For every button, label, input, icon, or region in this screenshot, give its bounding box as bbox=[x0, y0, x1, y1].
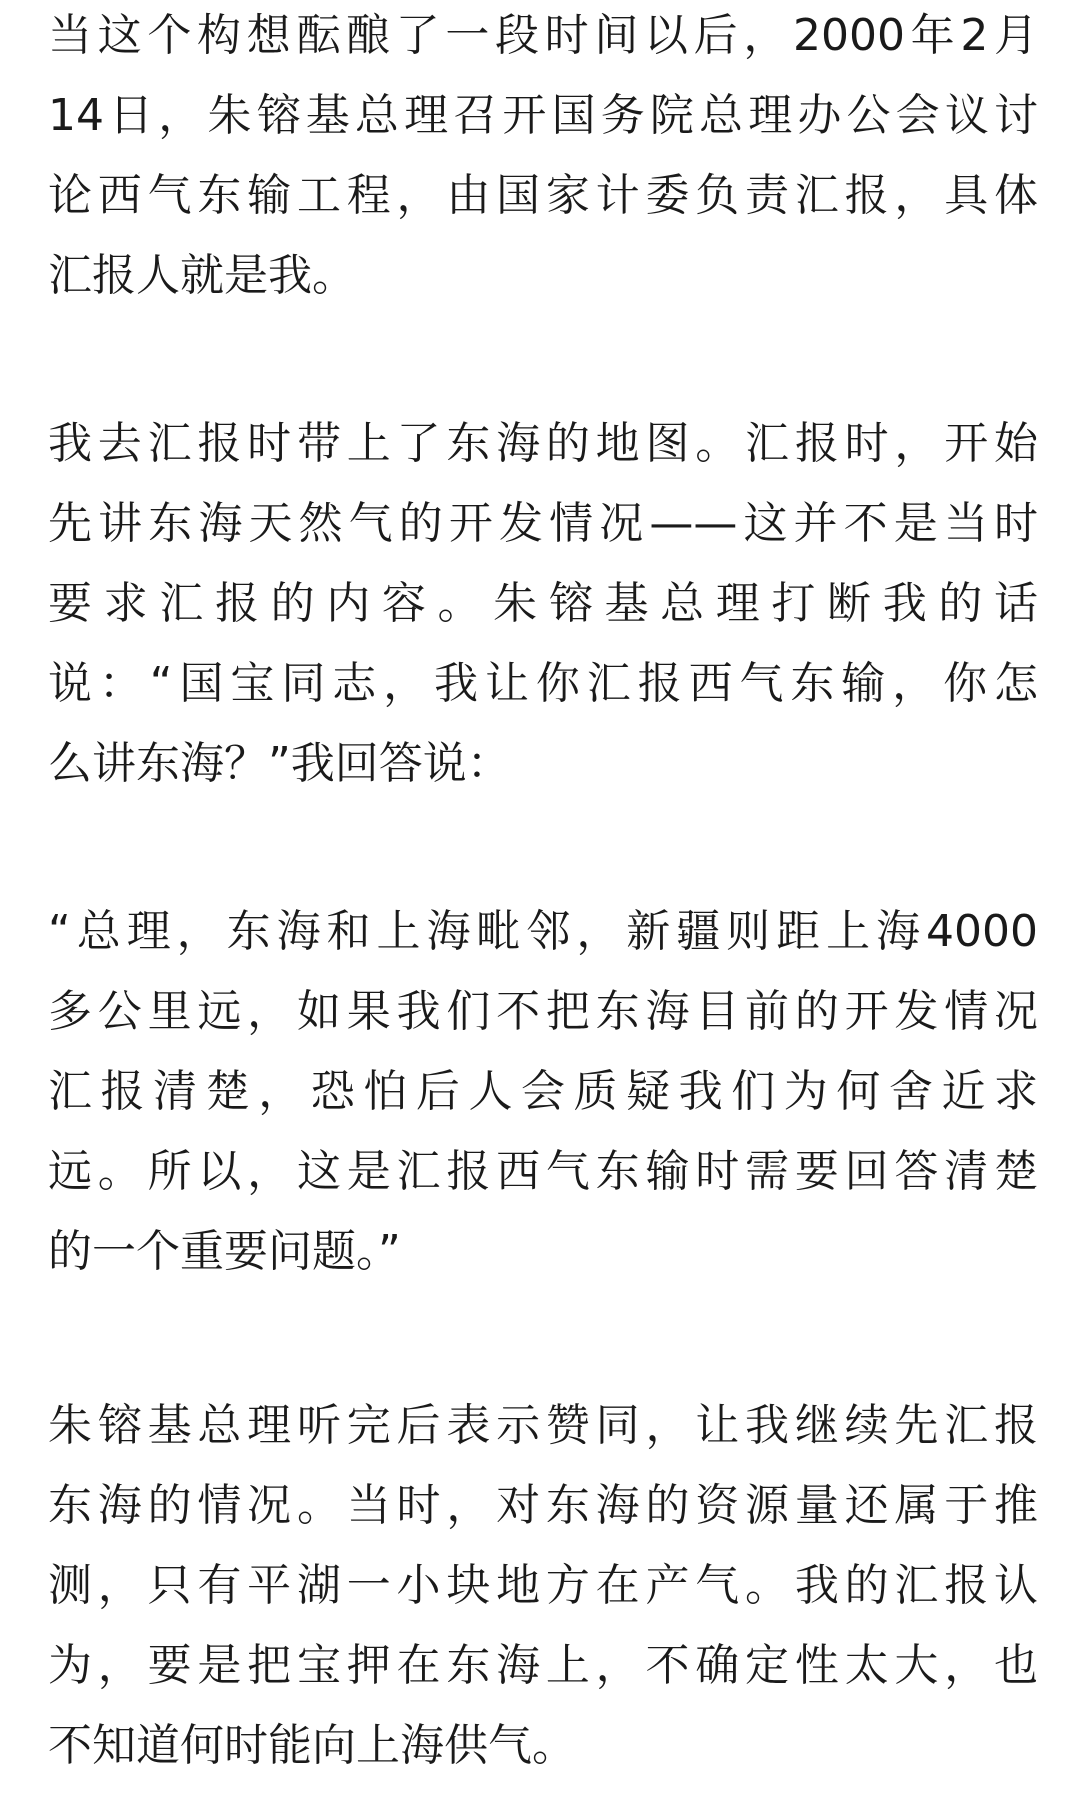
paragraph-2 bbox=[48, 404, 1038, 804]
text-line: 汇报人就是我。 bbox=[48, 250, 356, 301]
text-line: 东海的情况。当时，对东海的资源量还属于推 bbox=[48, 1480, 1038, 1531]
text-line: 不知道何时能向上海供气。 bbox=[48, 1720, 576, 1771]
paragraph-4 bbox=[48, 1386, 1038, 1786]
text-line: 先讲东海天然气的开发情况——这并不是当时 bbox=[48, 498, 1038, 549]
text-line: 当这个构想酝酿了一段时间以后，2000年2月 bbox=[48, 10, 1038, 61]
text-line: 要求汇报的内容。朱镕基总理打断我的话 bbox=[48, 578, 1038, 629]
paragraph-3 bbox=[48, 892, 1038, 1292]
paragraph-1 bbox=[48, 0, 1038, 316]
text-line: 朱镕基总理听完后表示赞同，让我继续先汇报 bbox=[48, 1400, 1038, 1451]
text-line: 远。所以，这是汇报西气东输时需要回答清楚 bbox=[48, 1146, 1038, 1197]
text-line: 汇报清楚，恐怕后人会质疑我们为何舍近求 bbox=[48, 1066, 1038, 1117]
text-line: 14日，朱镕基总理召开国务院总理办公会议讨 bbox=[48, 90, 1038, 141]
text-line: 论西气东输工程，由国家计委负责汇报，具体 bbox=[48, 170, 1038, 221]
text-line: “总理，东海和上海毗邻，新疆则距上海4000 bbox=[48, 906, 1038, 957]
text-line: 说：“国宝同志，我让你汇报西气东输，你怎 bbox=[48, 658, 1038, 709]
text-line: 我去汇报时带上了东海的地图。汇报时，开始 bbox=[48, 418, 1038, 469]
text-line: 为，要是把宝押在东海上，不确定性太大，也 bbox=[48, 1640, 1038, 1691]
text-line: 的一个重要问题。” bbox=[48, 1226, 401, 1277]
text-line: 么讲东海？”我回答说： bbox=[48, 738, 511, 789]
text-line: 测，只有平湖一小块地方在产气。我的汇报认 bbox=[48, 1560, 1038, 1611]
text-line: 多公里远，如果我们不把东海目前的开发情况 bbox=[48, 986, 1038, 1037]
